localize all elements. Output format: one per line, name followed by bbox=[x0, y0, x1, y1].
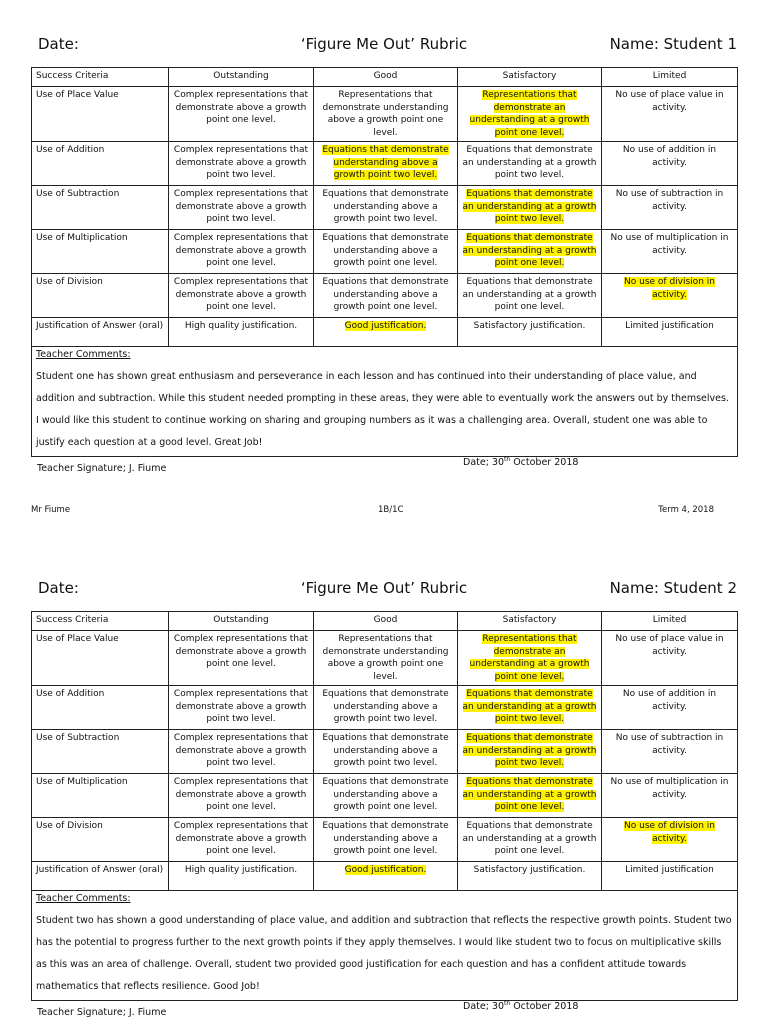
criteria-cell: Use of Place Value bbox=[32, 87, 169, 142]
date-month-year: October 2018 bbox=[510, 1000, 579, 1012]
table-cell bbox=[602, 274, 738, 318]
table-cell: Complex representations that demonstrate above a growth point one level. bbox=[169, 274, 314, 318]
table-cell: Complex representations that demonstrate above a growth point one level. bbox=[169, 631, 314, 686]
table-row bbox=[32, 87, 738, 142]
table-cell: Equations that demonstrate an understanding at a growth point one level. bbox=[458, 274, 602, 318]
table-cell bbox=[458, 774, 602, 818]
table-cell: Equations that demonstrate understanding above a growth point two level. bbox=[314, 686, 458, 730]
table-cell: Equations that demonstrate an understanding at a growth point two level. bbox=[458, 142, 602, 186]
footer-teacher: Mr Fiume bbox=[31, 505, 71, 515]
table-cell: No use of subtraction in activity. bbox=[602, 186, 738, 230]
comments-label: Teacher Comments: bbox=[36, 893, 131, 904]
table-cell: No use of multiplication in activity. bbox=[602, 774, 738, 818]
criteria-cell: Use of Place Value bbox=[32, 631, 169, 686]
highlighted-text: Equations that demonstrate an understanding at a growth point two level. bbox=[462, 733, 597, 768]
rubric-title: ‘Figure Me Out’ Rubric bbox=[300, 579, 468, 597]
date-suffix: th bbox=[504, 999, 511, 1007]
criteria-cell: Use of Subtraction bbox=[32, 730, 169, 774]
header-cell: Good bbox=[314, 612, 458, 631]
criteria-cell: Use of Division bbox=[32, 818, 169, 862]
date-label: Date: bbox=[38, 579, 79, 597]
table-cell: No use of place value in activity. bbox=[602, 87, 738, 142]
date-day: Date; 30 bbox=[463, 456, 505, 468]
table-cell: Complex representations that demonstrate above a growth point two level. bbox=[169, 186, 314, 230]
rubric-table bbox=[31, 67, 738, 457]
highlighted-text: Equations that demonstrate understanding above a growth point two level. bbox=[322, 145, 449, 180]
criteria-cell: Use of Multiplication bbox=[32, 774, 169, 818]
table-cell: Equations that demonstrate understanding above a growth point two level. bbox=[314, 186, 458, 230]
comments-text: Student two has shown a good understanding of place value, and addition and subtraction that reflects the respective growth points. Student two has the potential to progress further to the next growth points if they apply themselves. I would like student two to focus on multiplicative skills as this was an area of challenge. Overall, student two provided good justification for each question and has a confident attitude towards mathematics that reflects resilience. Good Job! bbox=[36, 914, 732, 992]
comments-label: Teacher Comments: bbox=[36, 349, 131, 360]
table-cell: Equations that demonstrate understanding above a growth point two level. bbox=[314, 730, 458, 774]
signature-date bbox=[463, 1000, 578, 1012]
header-cell: Limited bbox=[602, 68, 738, 87]
header-cell: Satisfactory bbox=[458, 68, 602, 87]
table-cell: No use of addition in activity. bbox=[602, 686, 738, 730]
teacher-signature: Teacher Signature; J. Fiume bbox=[37, 462, 167, 474]
signature-row bbox=[31, 1001, 737, 1025]
comments-cell bbox=[32, 891, 738, 1001]
header-cell: Good bbox=[314, 68, 458, 87]
date-month-year: October 2018 bbox=[510, 456, 579, 468]
table-cell bbox=[458, 686, 602, 730]
highlighted-text: Equations that demonstrate an understanding at a growth point one level. bbox=[462, 233, 597, 268]
table-row bbox=[32, 274, 738, 318]
table-cell: Equations that demonstrate an understanding at a growth point one level. bbox=[458, 818, 602, 862]
comments-row bbox=[32, 347, 738, 457]
table-cell: Equations that demonstrate understanding above a growth point one level. bbox=[314, 774, 458, 818]
comments-row bbox=[32, 891, 738, 1001]
criteria-cell: Use of Multiplication bbox=[32, 230, 169, 274]
rubric-title: ‘Figure Me Out’ Rubric bbox=[300, 35, 468, 53]
highlighted-text: No use of division in activity. bbox=[624, 277, 715, 300]
highlighted-text: Equations that demonstrate an understanding at a growth point two level. bbox=[462, 189, 597, 224]
date-label: Date: bbox=[38, 35, 79, 53]
rubric-student-2 bbox=[31, 577, 737, 1025]
table-cell: Complex representations that demonstrate above a growth point two level. bbox=[169, 686, 314, 730]
table-cell: Representations that demonstrate understanding above a growth point one level. bbox=[314, 631, 458, 686]
table-row bbox=[32, 230, 738, 274]
comments-cell bbox=[32, 347, 738, 457]
table-cell: Limited justification bbox=[602, 862, 738, 891]
criteria-cell: Justification of Answer (oral) bbox=[32, 318, 169, 347]
table-cell bbox=[314, 318, 458, 347]
table-row bbox=[32, 730, 738, 774]
table-cell: Complex representations that demonstrate above a growth point two level. bbox=[169, 142, 314, 186]
table-cell: No use of subtraction in activity. bbox=[602, 730, 738, 774]
highlighted-text: Good justification. bbox=[344, 865, 427, 875]
table-cell bbox=[458, 186, 602, 230]
table-cell bbox=[458, 730, 602, 774]
table-cell: Complex representations that demonstrate above a growth point one level. bbox=[169, 87, 314, 142]
highlighted-text: Representations that demonstrate an understanding at a growth point one level. bbox=[469, 634, 590, 682]
table-cell: Satisfactory justification. bbox=[458, 318, 602, 347]
criteria-cell: Use of Addition bbox=[32, 142, 169, 186]
header-cell: Limited bbox=[602, 612, 738, 631]
table-row bbox=[32, 186, 738, 230]
footer-term: Term 4, 2018 bbox=[658, 505, 714, 515]
table-row bbox=[32, 686, 738, 730]
rubric-table bbox=[31, 611, 738, 1001]
criteria-cell: Use of Division bbox=[32, 274, 169, 318]
rubric-student-1 bbox=[31, 33, 737, 481]
rubric-header bbox=[31, 33, 737, 67]
table-row bbox=[32, 631, 738, 686]
table-cell bbox=[314, 862, 458, 891]
student-name: Name: Student 2 bbox=[609, 579, 737, 597]
table-cell: Equations that demonstrate understanding above a growth point one level. bbox=[314, 818, 458, 862]
header-cell: Success Criteria bbox=[32, 68, 169, 87]
table-cell: No use of place value in activity. bbox=[602, 631, 738, 686]
table-cell bbox=[314, 142, 458, 186]
table-cell bbox=[458, 230, 602, 274]
header-cell: Outstanding bbox=[169, 612, 314, 631]
date-suffix: th bbox=[504, 455, 511, 463]
table-header-row bbox=[32, 612, 738, 631]
criteria-cell: Justification of Answer (oral) bbox=[32, 862, 169, 891]
highlighted-text: Equations that demonstrate an understanding at a growth point one level. bbox=[462, 777, 597, 812]
table-cell: Complex representations that demonstrate above a growth point one level. bbox=[169, 774, 314, 818]
table-cell bbox=[602, 818, 738, 862]
table-row bbox=[32, 862, 738, 891]
rubric-header bbox=[31, 577, 737, 611]
criteria-cell: Use of Subtraction bbox=[32, 186, 169, 230]
table-row bbox=[32, 142, 738, 186]
table-cell: Satisfactory justification. bbox=[458, 862, 602, 891]
header-cell: Success Criteria bbox=[32, 612, 169, 631]
table-cell bbox=[458, 631, 602, 686]
table-cell: Complex representations that demonstrate above a growth point one level. bbox=[169, 818, 314, 862]
table-cell: Equations that demonstrate understanding above a growth point one level. bbox=[314, 274, 458, 318]
table-cell: High quality justification. bbox=[169, 862, 314, 891]
signature-date bbox=[463, 456, 578, 468]
table-cell: No use of multiplication in activity. bbox=[602, 230, 738, 274]
signature-row bbox=[31, 457, 737, 481]
table-row bbox=[32, 818, 738, 862]
student-name: Name: Student 1 bbox=[609, 35, 737, 53]
table-header-row bbox=[32, 68, 738, 87]
header-cell: Satisfactory bbox=[458, 612, 602, 631]
date-day: Date; 30 bbox=[463, 1000, 505, 1012]
highlighted-text: Good justification. bbox=[344, 321, 427, 331]
table-row bbox=[32, 774, 738, 818]
table-cell: Limited justification bbox=[602, 318, 738, 347]
table-row bbox=[32, 318, 738, 347]
table-cell: Complex representations that demonstrate above a growth point one level. bbox=[169, 230, 314, 274]
comments-text: Student one has shown great enthusiasm and perseverance in each lesson and has continued into their understanding of place value, and addition and subtraction. While this student needed prompting in these areas, they were able to eventually work the answers out by themselves. I would like this student to continue working on sharing and grouping numbers as it was a challenging area. Overall, student one was able to justify each question at a good level. Great Job! bbox=[36, 370, 729, 448]
highlighted-text: Equations that demonstrate an understanding at a growth point two level. bbox=[462, 689, 597, 724]
table-cell bbox=[458, 87, 602, 142]
table-cell: Representations that demonstrate understanding above a growth point one level. bbox=[314, 87, 458, 142]
highlighted-text: Representations that demonstrate an understanding at a growth point one level. bbox=[469, 90, 590, 138]
table-cell: Equations that demonstrate understanding above a growth point one level. bbox=[314, 230, 458, 274]
table-cell: Complex representations that demonstrate above a growth point two level. bbox=[169, 730, 314, 774]
table-cell: High quality justification. bbox=[169, 318, 314, 347]
page-footer bbox=[31, 505, 737, 519]
criteria-cell: Use of Addition bbox=[32, 686, 169, 730]
table-cell: No use of addition in activity. bbox=[602, 142, 738, 186]
header-cell: Outstanding bbox=[169, 68, 314, 87]
highlighted-text: No use of division in activity. bbox=[624, 821, 715, 844]
footer-class: 1B/1C bbox=[378, 505, 404, 515]
teacher-signature: Teacher Signature; J. Fiume bbox=[37, 1006, 167, 1018]
